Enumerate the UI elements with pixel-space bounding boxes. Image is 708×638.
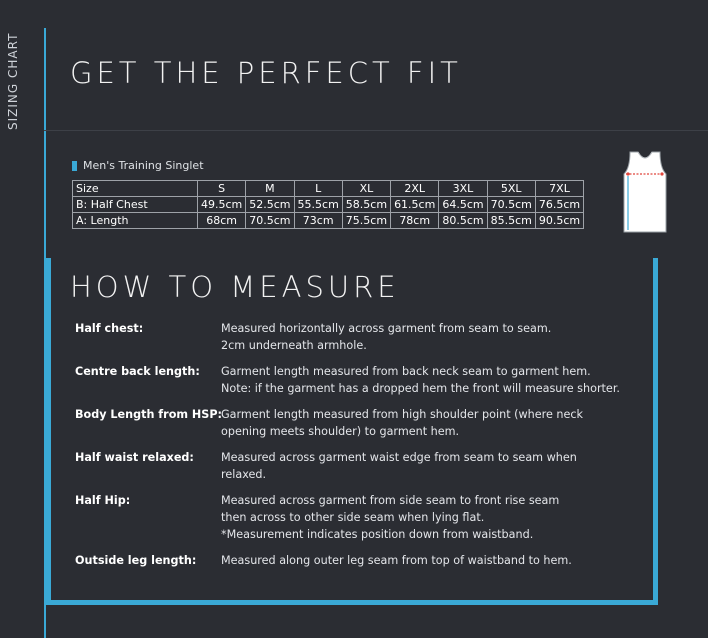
- description-line: *Measurement indicates position down from waistband.: [221, 528, 534, 541]
- measure-description: [221, 406, 583, 440]
- product-name: Men's Training Singlet: [83, 159, 204, 172]
- table-cell: 55.5cm: [294, 197, 342, 213]
- size-header-label: Size: [73, 181, 198, 197]
- table-cell: 85.5cm: [487, 213, 535, 229]
- table-cell: 64.5cm: [439, 197, 487, 213]
- table-cell: 70.5cm: [487, 197, 535, 213]
- size-col-header: S: [198, 181, 246, 197]
- measure-term: Half chest:: [75, 322, 144, 335]
- table-cell: 75.5cm: [342, 213, 390, 229]
- description-line: Measured across garment waist edge from seam to seam when: [221, 451, 577, 464]
- table-cell: 61.5cm: [391, 197, 439, 213]
- description-line: relaxed.: [221, 468, 267, 481]
- description-line: opening meets shoulder) to garment hem.: [221, 425, 460, 438]
- measure-item: [75, 320, 655, 354]
- how-to-measure-title: HOW TO MEASURE: [70, 270, 400, 304]
- measure-item: [75, 363, 655, 397]
- table-row: [73, 213, 584, 229]
- description-line: Garment length measured from high shoulder point (where neck: [221, 408, 584, 421]
- product-header: [72, 159, 204, 172]
- measure-term: Half Hip:: [75, 494, 131, 507]
- table-cell: 52.5cm: [246, 197, 294, 213]
- measure-term: Outside leg length:: [75, 554, 197, 567]
- table-cell: 90.5cm: [535, 213, 583, 229]
- measure-description: [221, 449, 577, 483]
- size-col-header: XL: [342, 181, 390, 197]
- description-line: then across to other side seam when lying flat.: [221, 511, 485, 524]
- measure-term: Body Length from HSP:: [75, 408, 223, 421]
- size-table: [72, 180, 584, 229]
- page-title: GET THE PERFECT FIT: [70, 56, 462, 90]
- size-col-header: 2XL: [391, 181, 439, 197]
- measure-description: [221, 320, 551, 354]
- measure-term: Half waist relaxed:: [75, 451, 194, 464]
- title-divider: [44, 130, 708, 131]
- frame-accent-stub: [653, 258, 658, 268]
- table-cell: 80.5cm: [439, 213, 487, 229]
- description-line: Measured along outer leg seam from top of waistband to hem.: [221, 554, 572, 567]
- measure-description: [221, 552, 572, 569]
- size-col-header: M: [246, 181, 294, 197]
- table-cell: 78cm: [391, 213, 439, 229]
- measure-term: Centre back length:: [75, 365, 200, 378]
- table-cell: 58.5cm: [342, 197, 390, 213]
- measure-item: [75, 552, 655, 569]
- row-label: A: Length: [73, 213, 198, 229]
- size-col-header: 7XL: [535, 181, 583, 197]
- measure-item: [75, 449, 655, 483]
- description-line: Measured horizontally across garment from seam to seam.: [221, 322, 552, 335]
- measure-item: [75, 492, 655, 543]
- side-label: SIZING CHART: [6, 32, 20, 130]
- measure-description: [221, 363, 620, 397]
- table-cell: 76.5cm: [535, 197, 583, 213]
- singlet-icon: [620, 150, 670, 234]
- size-col-header: 3XL: [439, 181, 487, 197]
- description-line: Note: if the garment has a dropped hem the front will measure shorter.: [221, 382, 620, 395]
- measure-item: [75, 406, 655, 440]
- table-cell: 49.5cm: [198, 197, 246, 213]
- description-line: 2cm underneath armhole.: [221, 339, 367, 352]
- measure-description: [221, 492, 559, 543]
- size-col-header: L: [294, 181, 342, 197]
- measure-list: [75, 320, 655, 569]
- table-cell: 70.5cm: [246, 213, 294, 229]
- table-cell: 73cm: [294, 213, 342, 229]
- row-label: B: Half Chest: [73, 197, 198, 213]
- description-line: Measured across garment from side seam to front rise seam: [221, 494, 560, 507]
- description-line: Garment length measured from back neck seam to garment hem.: [221, 365, 591, 378]
- size-col-header: 5XL: [487, 181, 535, 197]
- size-header-row: [73, 181, 584, 197]
- table-cell: 68cm: [198, 213, 246, 229]
- product-marker: [72, 161, 77, 171]
- table-row: [73, 197, 584, 213]
